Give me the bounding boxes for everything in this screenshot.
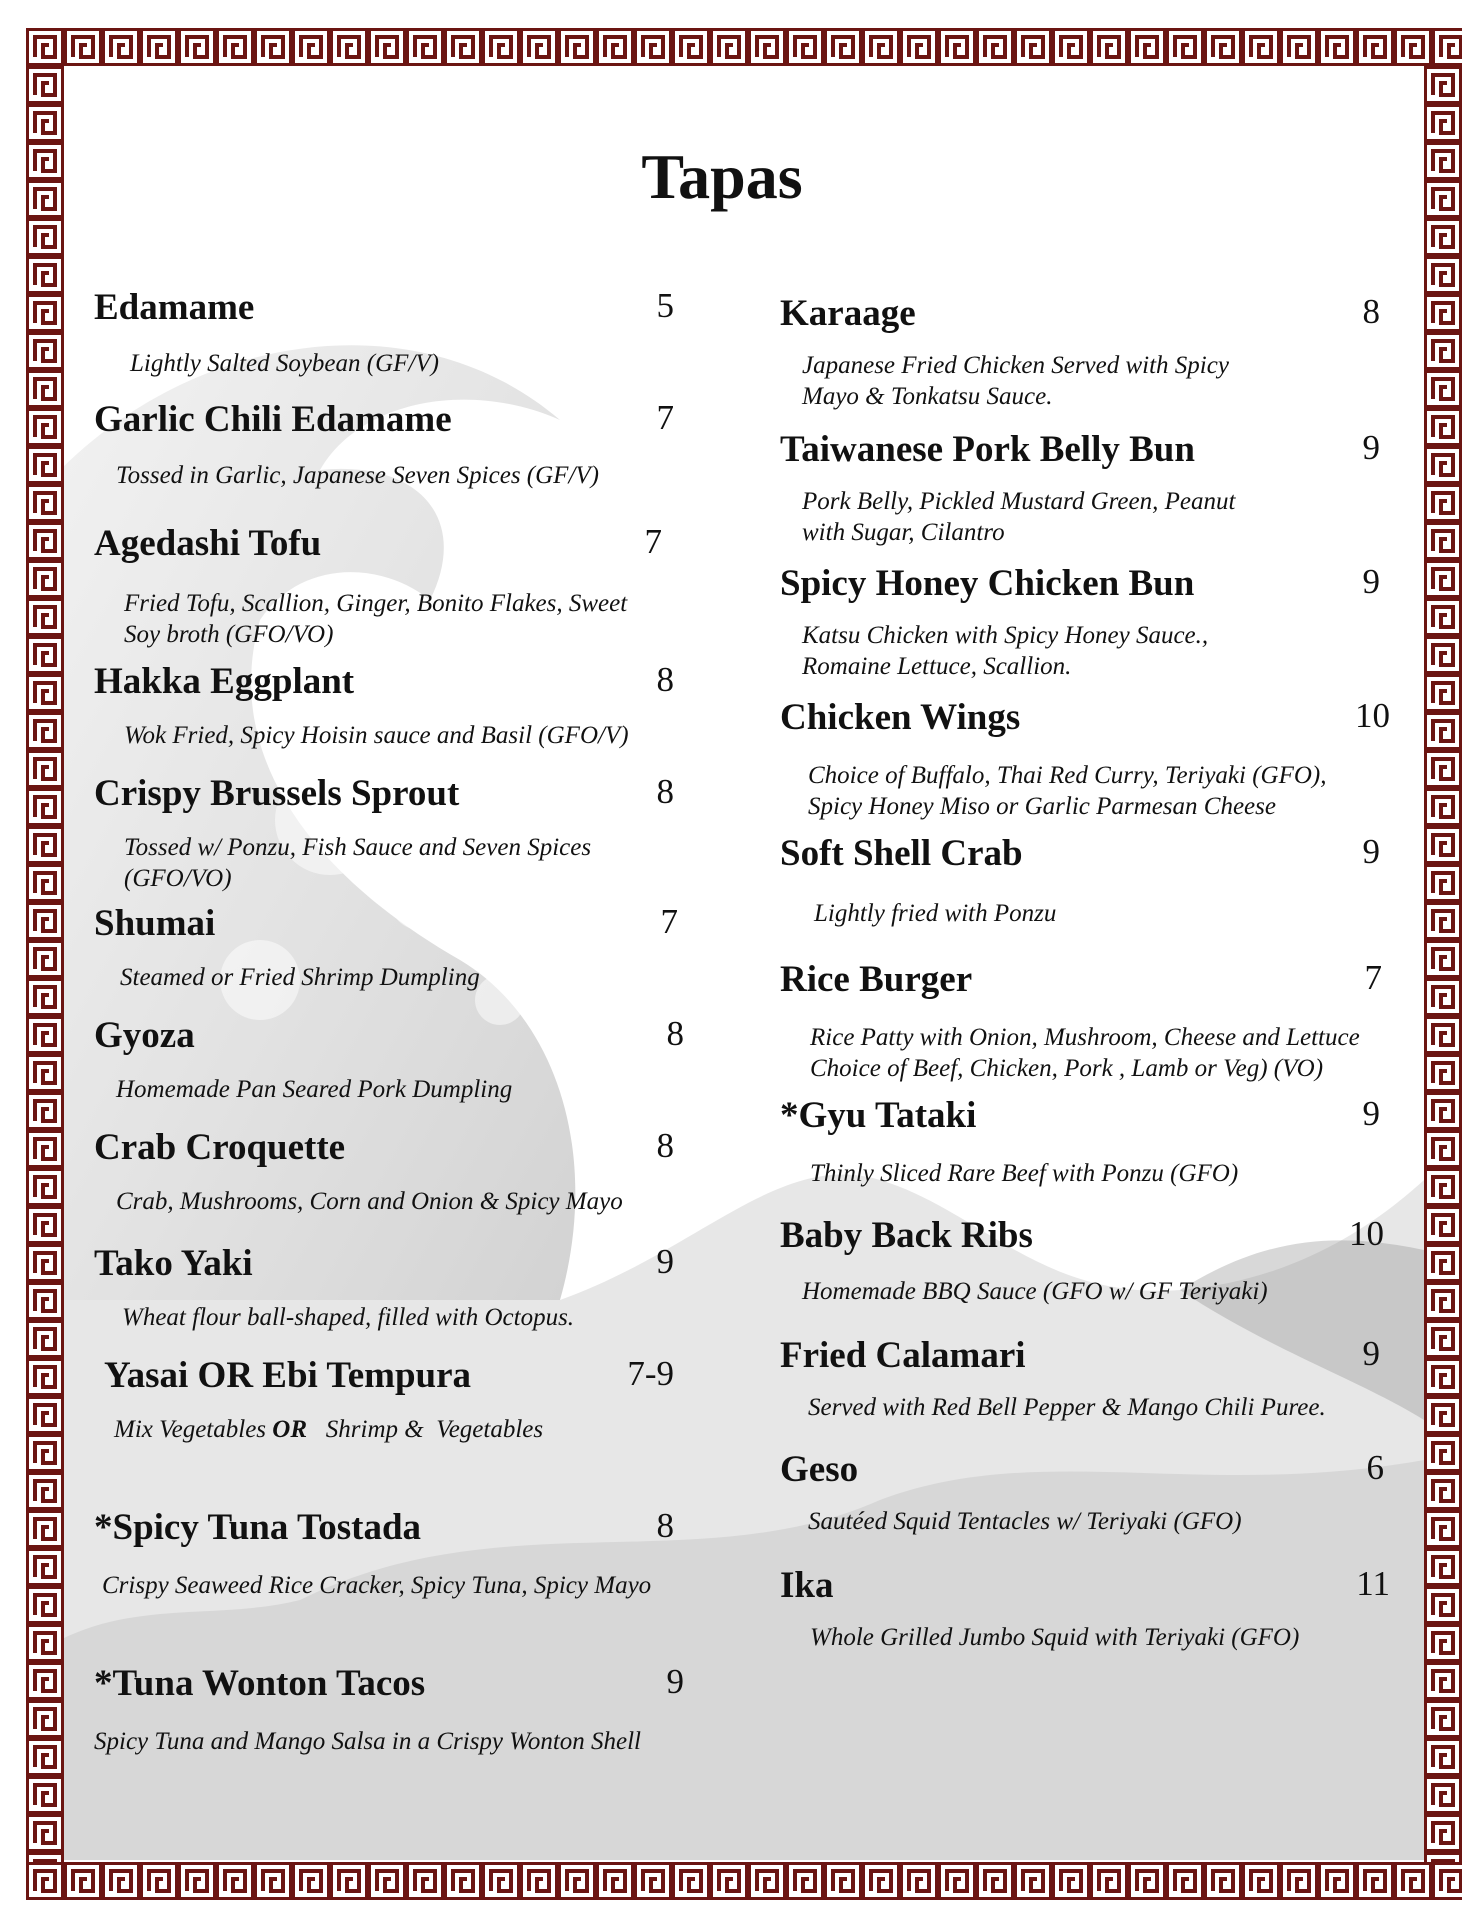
item-price: 8 xyxy=(656,772,674,811)
item-description: Wheat flour ball-shaped, filled with Octopus. xyxy=(122,1304,575,1331)
item-price: 7 xyxy=(656,398,674,437)
item-description: Crispy Seaweed Rice Cracker, Spicy Tuna, Spicy Mayo xyxy=(102,1572,652,1599)
item-price: 8 xyxy=(1362,292,1380,331)
item-description: Japanese Fried Chicken Served with Spicy Mayo & Tonkatsu Sauce. xyxy=(802,352,1229,410)
item-description: Spicy Tuna and Mango Salsa in a Crispy Wonton Shell xyxy=(94,1728,641,1755)
item-price: 8 xyxy=(656,1506,674,1545)
item-price: 7 xyxy=(644,522,662,561)
item-name: Hakka Eggplant xyxy=(94,661,355,702)
item-price: 7 xyxy=(660,902,678,941)
item-description: Fried Tofu, Scallion, Ginger, Bonito Flakes, Sweet Soy broth (GFO/VO) xyxy=(124,590,628,648)
item-name: Crab Croquette xyxy=(94,1127,346,1168)
item-description: Wok Fried, Spicy Hoisin sauce and Basil (GFO/V) xyxy=(124,722,629,749)
page-title: Tapas xyxy=(641,141,803,212)
item-price: 9 xyxy=(1362,1334,1380,1373)
item-name: Spicy Honey Chicken Bun xyxy=(780,563,1195,604)
item-price: 5 xyxy=(656,286,674,325)
item-name: Shumai xyxy=(94,903,216,944)
item-description: Lightly Salted Soybean (GF/V) xyxy=(130,350,439,377)
item-name: Rice Burger xyxy=(780,959,973,1000)
item-price: 9 xyxy=(656,1242,674,1281)
description-part: Shrimp & Vegetables xyxy=(307,1416,544,1443)
greek-key-border-right xyxy=(1424,66,1462,1862)
item-name: Garlic Chili Edamame xyxy=(94,399,452,440)
item-description xyxy=(114,1414,543,1445)
item-name: Baby Back Ribs xyxy=(780,1215,1033,1256)
item-price: 6 xyxy=(1366,1448,1384,1487)
item-description: Whole Grilled Jumbo Squid with Teriyaki (GFO) xyxy=(810,1624,1300,1651)
item-name: Karaage xyxy=(780,293,916,334)
description-or: OR xyxy=(272,1416,308,1443)
description-part: Mix Vegetables xyxy=(114,1416,273,1443)
item-description: Pork Belly, Pickled Mustard Green, Peanut with Sugar, Cilantro xyxy=(802,488,1236,546)
item-description: Served with Red Bell Pepper & Mango Chili Puree. xyxy=(808,1394,1326,1421)
item-price: 7-9 xyxy=(627,1354,674,1393)
greek-key-border-left xyxy=(26,66,64,1862)
item-description: Thinly Sliced Rare Beef with Ponzu (GFO) xyxy=(810,1160,1239,1187)
item-name: Yasai OR Ebi Tempura xyxy=(104,1355,472,1396)
item-description: Sautéed Squid Tentacles w/ Teriyaki (GFO) xyxy=(808,1508,1242,1535)
item-description: Homemade BBQ Sauce (GFO w/ GF Teriyaki) xyxy=(802,1278,1268,1305)
item-price: 9 xyxy=(1362,562,1380,601)
item-name: Tako Yaki xyxy=(94,1243,253,1284)
item-name: Crispy Brussels Sprout xyxy=(94,773,460,814)
item-description: Tossed w/ Ponzu, Fish Sauce and Seven Spices (GFO/VO) xyxy=(124,834,592,892)
item-price: 8 xyxy=(666,1014,684,1053)
item-description: Choice of Buffalo, Thai Red Curry, Teriyaki (GFO), Spicy Honey Miso or Garlic Parmesan Cheese xyxy=(808,762,1327,820)
item-price: 8 xyxy=(656,660,674,699)
item-name: Geso xyxy=(780,1449,859,1490)
item-price: 7 xyxy=(1364,958,1382,997)
item-price: 9 xyxy=(1362,428,1380,467)
greek-key-border-bottom xyxy=(26,1862,1462,1900)
item-name: Agedashi Tofu xyxy=(94,523,322,564)
item-description: Katsu Chicken with Spicy Honey Sauce., Romaine Lettuce, Scallion. xyxy=(802,622,1209,680)
item-name: Ika xyxy=(780,1565,834,1606)
item-price: 9 xyxy=(1362,1094,1380,1133)
item-price: 10 xyxy=(1349,1214,1384,1253)
item-name: Fried Calamari xyxy=(780,1335,1026,1376)
item-name: Gyoza xyxy=(94,1015,195,1056)
item-name: *Gyu Tataki xyxy=(780,1095,977,1136)
item-price: 8 xyxy=(656,1126,674,1165)
item-description: Crab, Mushrooms, Corn and Onion & Spicy Mayo xyxy=(116,1188,623,1215)
item-description: Rice Patty with Onion, Mushroom, Cheese and Lettuce Choice of Beef, Chicken, Pork , Lamb or Veg) (VO) xyxy=(810,1024,1360,1082)
item-description: Lightly fried with Ponzu xyxy=(814,900,1057,927)
item-name: *Tuna Wonton Tacos xyxy=(94,1663,426,1704)
item-name: Soft Shell Crab xyxy=(780,833,1023,874)
item-name: *Spicy Tuna Tostada xyxy=(94,1507,422,1548)
item-price: 9 xyxy=(666,1662,684,1701)
greek-key-border-top xyxy=(26,28,1462,66)
item-description: Tossed in Garlic, Japanese Seven Spices (GF/V) xyxy=(116,462,599,489)
item-description: Homemade Pan Seared Pork Dumpling xyxy=(116,1076,513,1103)
item-description: Steamed or Fried Shrimp Dumpling xyxy=(120,964,480,991)
item-name: Chicken Wings xyxy=(780,697,1021,738)
item-price: 9 xyxy=(1362,832,1380,871)
item-name: Edamame xyxy=(94,287,255,328)
item-name: Taiwanese Pork Belly Bun xyxy=(780,429,1195,470)
item-price: 11 xyxy=(1356,1564,1390,1603)
item-price: 10 xyxy=(1355,696,1390,735)
